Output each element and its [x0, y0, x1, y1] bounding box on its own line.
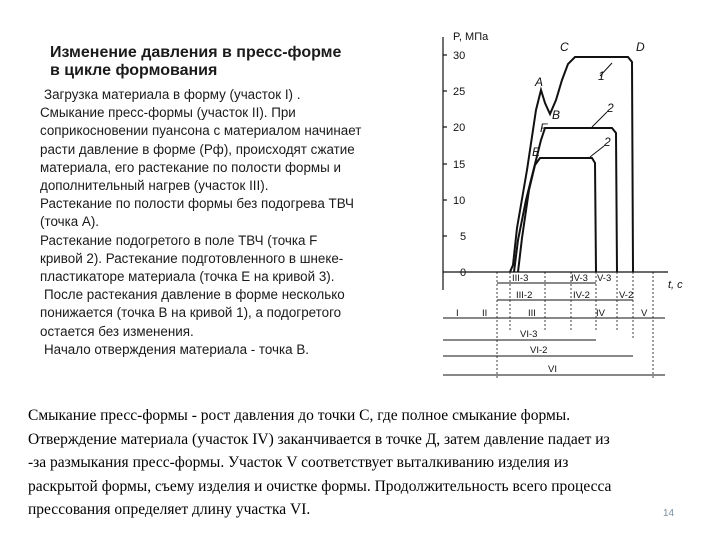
segment-label: V — [641, 308, 648, 319]
curve-label-1: 1 — [598, 69, 605, 83]
scan-title-line: Изменение давления в пресс-форме — [50, 44, 342, 61]
point-label-c: C — [560, 40, 569, 54]
scan-line: Начало отверждения материала - точка В. — [44, 341, 309, 357]
segment-label: IV-3 — [571, 273, 588, 284]
point-label-e: E — [532, 145, 541, 159]
segment-label: IV-2 — [573, 290, 590, 301]
point-label-b: B — [552, 108, 561, 122]
page-number: 14 — [663, 508, 675, 519]
scan-line: (точка А). — [40, 214, 100, 230]
scan-line: материала, его растекание по полости формы и — [40, 159, 341, 175]
scan-line: После растекания давление в форме несколько — [44, 287, 345, 303]
scan-line: пластикаторе материала (точка Е на кривой 3). — [40, 269, 335, 285]
segment-label: I — [456, 308, 459, 319]
curve-3 — [518, 158, 596, 272]
segment-label: VI — [548, 364, 557, 375]
segment-label: III — [528, 308, 536, 319]
caption-line: раскрытой формы, съему изделия и очистке формы. Продолжительность всего процесса — [28, 477, 612, 495]
curve-label-2-lower: 2 — [604, 135, 611, 149]
scan-line: понижается (точка В на кривой 1), а подогретого — [40, 305, 342, 321]
segment-label: II — [482, 308, 488, 319]
segment-label: V-2 — [619, 290, 634, 301]
scan-line: расти давление в форме (Рф), происходят сжатие — [40, 141, 355, 157]
scan-line: Смыкание пресс-формы (участок II). При — [40, 105, 296, 121]
segment-label: III-2 — [516, 290, 533, 301]
y-tick-label: 25 — [453, 86, 466, 98]
y-tick-label: 15 — [453, 159, 466, 171]
segment-label: III-3 — [512, 273, 529, 284]
x-axis-label: t, с — [668, 279, 683, 291]
caption-line: Отверждение материала (участок IV) заканчивается в точке Д, затем давление падает из — [28, 430, 610, 448]
segment-label: V-3 — [597, 273, 612, 284]
scan-line: дополнительный нагрев (участок III). — [40, 178, 269, 194]
caption-line: Смыкание пресс-формы - рост давления до точки С, где полное смыкание формы. — [28, 407, 571, 424]
segment-label: IV — [596, 308, 605, 319]
point-label-f: F — [540, 121, 548, 135]
point-label-d: D — [636, 40, 645, 54]
caption — [28, 404, 718, 522]
y-tick-label: 10 — [453, 195, 466, 207]
caption-line: прессования определяет длину участка VI. — [28, 501, 311, 518]
scan-line: остается без изменения. — [40, 323, 194, 339]
y-tick-label: 0 — [460, 267, 467, 279]
y-axis-label: P, МПа — [453, 31, 489, 43]
point-label-a: A — [535, 75, 544, 89]
scan-line: соприкосновении пуансона с материалом начинает — [40, 123, 362, 139]
caption-line: -за размыкания пресс-формы. Участок V соответствует выталкиванию изделия из — [28, 454, 569, 471]
curve-label-2: 2 — [607, 101, 614, 115]
y-tick-label: 20 — [453, 122, 466, 134]
segment-label: VI-2 — [530, 345, 548, 356]
segment-label: VI-3 — [520, 329, 538, 340]
scan-line: Загрузка материала в форму (участок I) . — [44, 87, 301, 102]
scan-line: кривой 2). Растекание подготовленного в шнеке- — [40, 250, 344, 266]
curve-1 — [510, 57, 633, 272]
y-tick-label: 5 — [460, 231, 467, 243]
scan-line: Растекание по полости формы без подогрева ТВЧ — [40, 196, 354, 212]
y-tick-label: 30 — [453, 50, 466, 62]
scan-line: Растекание подогретого в поле ТВЧ (точка F — [40, 232, 318, 248]
scan-title-line: в цикле формования — [50, 62, 218, 79]
